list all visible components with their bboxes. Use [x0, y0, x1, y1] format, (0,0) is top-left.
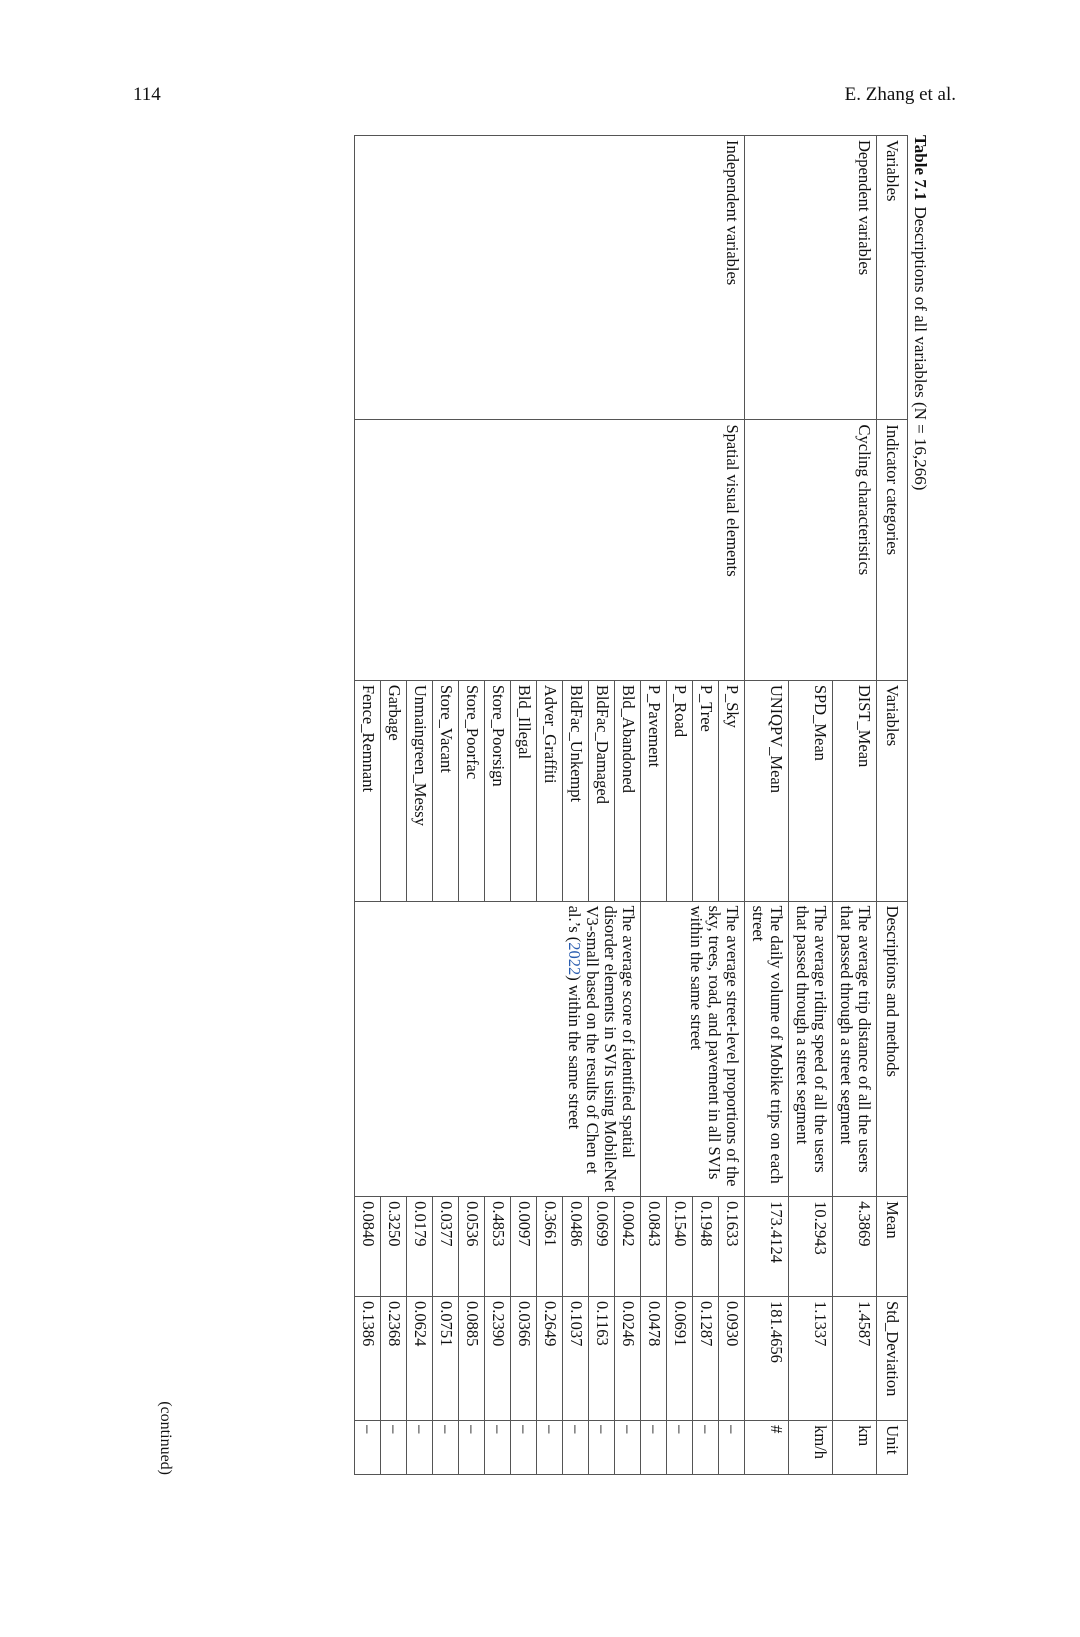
cell-std: 0.1163 — [589, 1297, 615, 1421]
cell-std: 0.1386 — [355, 1297, 381, 1421]
cell-unit: – — [407, 1421, 433, 1475]
cell-unit: – — [693, 1421, 719, 1475]
cell-unit: – — [459, 1421, 485, 1475]
cell-variable: Adver_Graffiti — [537, 680, 563, 901]
cell-variable: DIST_Mean — [833, 680, 877, 901]
cell-unit: – — [485, 1421, 511, 1475]
cell-std: 1.4587 — [833, 1297, 877, 1421]
cell-variable: BldFac_Damaged — [589, 680, 615, 901]
cell-std: 181.4656 — [745, 1297, 789, 1421]
cell-variable: P_Road — [667, 680, 693, 901]
cell-mean: 173.4124 — [745, 1197, 789, 1297]
cell-std: 0.2368 — [381, 1297, 407, 1421]
citation-link[interactable]: 2022 — [565, 942, 584, 976]
cell-unit: – — [719, 1421, 745, 1475]
cell-mean: 0.0699 — [589, 1197, 615, 1297]
table-title: Descriptions of all variables (N = 16,266) — [911, 206, 930, 491]
running-head: E. Zhang et al. — [844, 84, 956, 105]
col-header: Unit — [877, 1421, 908, 1475]
cell-description: The daily volume of Mobike trips on each street — [745, 901, 789, 1196]
rotated-table-block — [142, 135, 932, 1475]
cell-mean: 4.3869 — [833, 1197, 877, 1297]
cell-mean: 0.4853 — [485, 1197, 511, 1297]
cell-mean: 0.0843 — [641, 1197, 667, 1297]
cell-variable: Garbage — [381, 680, 407, 901]
cell-unit: – — [511, 1421, 537, 1475]
cell-variable: P_Tree — [693, 680, 719, 901]
cell-description: The average riding speed of all the users that passed through a street segment — [789, 901, 833, 1196]
col-header: Indicator categories — [877, 420, 908, 680]
cell-unit: – — [667, 1421, 693, 1475]
page-number: 114 — [133, 84, 161, 105]
table-row — [833, 136, 877, 1475]
desc-disorder-text: The average score of identified spatial disorder elements in SVIs using MobileNet V3-small based on the results of Chen et al.’s ( — [565, 905, 638, 1193]
cell-std: 0.0366 — [511, 1297, 537, 1421]
cell-unit: – — [615, 1421, 641, 1475]
continued-note: (continued) — [157, 1401, 174, 1475]
cell-mean: 0.3250 — [381, 1197, 407, 1297]
category-cycling: Cycling characteristics — [745, 420, 877, 680]
cell-variable: P_Pavement — [641, 680, 667, 901]
cell-std: 1.1337 — [789, 1297, 833, 1421]
cell-mean: 0.1540 — [667, 1197, 693, 1297]
table-caption — [910, 135, 930, 490]
cell-mean: 10.2943 — [789, 1197, 833, 1297]
cell-variable: BldFac_Unkempt — [563, 680, 589, 901]
cell-std: 0.0246 — [615, 1297, 641, 1421]
cell-variable: Bld_Abandoned — [615, 680, 641, 901]
cell-variable: Unmaingreen_Messy — [407, 680, 433, 901]
cell-mean: 0.1633 — [719, 1197, 745, 1297]
cell-mean: 0.0536 — [459, 1197, 485, 1297]
cell-unit: – — [355, 1421, 381, 1475]
group-dependent: Dependent variables — [745, 136, 877, 420]
cell-std: 0.1287 — [693, 1297, 719, 1421]
cell-variable: Bld_Illegal — [511, 680, 537, 901]
cell-std: 0.0751 — [433, 1297, 459, 1421]
cell-std: 0.0885 — [459, 1297, 485, 1421]
cell-std: 0.0624 — [407, 1297, 433, 1421]
cell-variable: UNIQPV_Mean — [745, 680, 789, 901]
col-header: Descriptions and methods — [877, 901, 908, 1196]
cell-unit: – — [381, 1421, 407, 1475]
table-header-row — [877, 136, 908, 1475]
table-label: Table 7.1 — [911, 135, 930, 201]
cell-description-disorder — [355, 901, 641, 1196]
cell-variable: Store_Poorsign — [485, 680, 511, 901]
cell-variable: Store_Poorfac — [459, 680, 485, 901]
cell-unit: – — [641, 1421, 667, 1475]
cell-mean: 0.0097 — [511, 1197, 537, 1297]
col-header: Variables — [877, 680, 908, 901]
cell-unit: km/h — [789, 1421, 833, 1475]
desc-disorder-text-end: ) within the same street — [565, 975, 584, 1130]
cell-description: The average trip distance of all the users that passed through a street segment — [833, 901, 877, 1196]
col-header: Variables — [877, 136, 908, 420]
cell-mean: 0.3661 — [537, 1197, 563, 1297]
cell-unit: – — [563, 1421, 589, 1475]
cell-std: 0.0478 — [641, 1297, 667, 1421]
cell-variable: P_Sky — [719, 680, 745, 901]
table-row — [719, 136, 745, 1475]
cell-unit: # — [745, 1421, 789, 1475]
cell-std: 0.2390 — [485, 1297, 511, 1421]
cell-variable: Fence_Remnant — [355, 680, 381, 901]
cell-mean: 0.0486 — [563, 1197, 589, 1297]
cell-mean: 0.0377 — [433, 1197, 459, 1297]
col-header: Std_Deviation — [877, 1297, 908, 1421]
cell-std: 0.0930 — [719, 1297, 745, 1421]
cell-unit: km — [833, 1421, 877, 1475]
cell-mean: 0.1948 — [693, 1197, 719, 1297]
cell-variable: SPD_Mean — [789, 680, 833, 901]
cell-description-proportions: The average street-level proportions of the sky, trees, road, and pavement in all SVIs within the same street — [641, 901, 745, 1196]
cell-mean: 0.0179 — [407, 1197, 433, 1297]
variables-table — [354, 135, 908, 1475]
group-independent: Independent variables — [355, 136, 745, 420]
cell-std: 0.0691 — [667, 1297, 693, 1421]
cell-unit: – — [589, 1421, 615, 1475]
cell-std: 0.1037 — [563, 1297, 589, 1421]
cell-unit: – — [433, 1421, 459, 1475]
cell-variable: Store_Vacant — [433, 680, 459, 901]
cell-mean: 0.0840 — [355, 1197, 381, 1297]
cell-std: 0.2649 — [537, 1297, 563, 1421]
col-header: Mean — [877, 1197, 908, 1297]
cell-unit: – — [537, 1421, 563, 1475]
cell-mean: 0.0042 — [615, 1197, 641, 1297]
category-spatial: Spatial visual elements — [355, 420, 745, 680]
